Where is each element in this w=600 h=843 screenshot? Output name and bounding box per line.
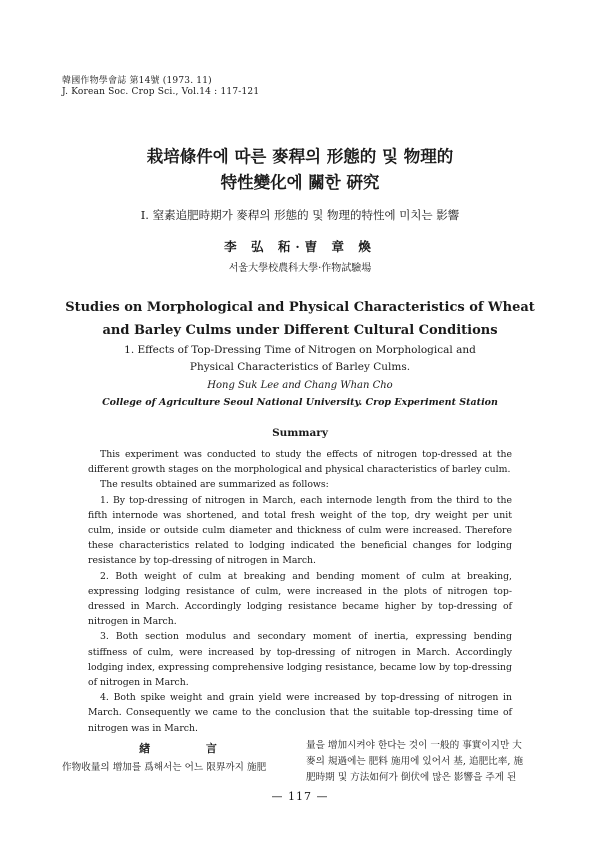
journal-citation-english: J. Korean Soc. Crop Sci., Vol.14 : 117-121 — [62, 87, 260, 97]
journal-citation-korean: 韓國作物學會誌 第14號 (1973. 11) — [62, 76, 212, 86]
korean-title-line2: 特性變化에 關한 硏究 — [220, 173, 380, 192]
english-title-line2: and Barley Culms under Different Cultural Conditions — [102, 323, 498, 338]
korean-authors: 李 弘 䄷·曺 章 煥 — [224, 239, 376, 254]
summary-paragraph: The results obtained are summarized as follows: — [100, 479, 329, 491]
summary-paragraph: 2. Both weight of culm at breaking and bending moment of culm at breaking, expressing lodging resistance of culm, were increased in the plots of nitrogen top-dressed in March. Accordingly lodging resistance became higher by top-dressing of nitrogen in March. — [88, 570, 512, 628]
korean-title — [0, 144, 600, 196]
intro-right-line: 量을 增加시켜야 한다는 것이 一般的 事實이지만 大 — [306, 740, 522, 751]
english-subtitle-line1: 1. Effects of Top-Dressing Time of Nitrogen on Morphological and — [124, 344, 476, 356]
intro-left-text: 作物收量의 增加를 爲해서는 어느 限界까지 施肥 — [62, 762, 267, 773]
korean-affiliation: 서울大學校農科大學·作物試驗場 — [228, 263, 372, 274]
intro-left-column — [62, 740, 294, 776]
summary-heading: Summary — [272, 427, 328, 439]
summary-paragraph: 1. By top-dressing of nitrogen in March, each internode length from the third to the fifth internode was shortened, and total fresh weight of the top, dry weight per unit culm, inside or outside culm diameter and thickness of culm were increased. Therefore these characteristics related to lodging indicated the beneficial changes for lodging resistance by top-dressing of nitrogen in March. — [88, 494, 512, 567]
english-subtitle — [0, 342, 600, 376]
intro-right-line: 麥의 規過에는 肥料 施用에 있어서 基, 追肥比率, 施 — [306, 756, 524, 767]
summary-paragraph: This experiment was conducted to study the effects of nitrogen top-dressed at the different growth stages on the morphological and physical characteristics of barley culm. — [88, 449, 512, 476]
page-number: — 117 — — [271, 790, 329, 803]
summary-body — [88, 447, 512, 736]
english-title-line1: Studies on Morphological and Physical Characteristics of Wheat — [65, 300, 535, 315]
intro-right-line: 肥時期 및 方法如何가 倒伏에 많은 影響을 주게 된 — [306, 772, 517, 783]
journal-citation — [62, 76, 259, 98]
summary-paragraph: 3. Both section modulus and secondary moment of inertia, expressing bending stiffness of culm, were increased by top-dressing of nitrogen in March. Accordingly lodging index, expressing comprehensive lodging resistance, became low by top-dressing of nitrogen in March. — [88, 631, 512, 689]
intro-right-column — [306, 738, 538, 786]
korean-title-line1: 栽培條件에 따른 麥稈의 形態的 및 物理的 — [146, 147, 454, 166]
english-title — [0, 296, 600, 342]
korean-subtitle: Ⅰ. 窒素追肥時期가 麥稈의 形態的 및 物理的特性에 미치는 影響 — [140, 208, 460, 222]
intro-heading: 緖 言 — [139, 742, 243, 755]
summary-paragraph: 4. Both spike weight and grain yield were increased by top-dressing of nitrogen in March. Consequently we came to the conclusion that the suitable top-dressing time of nitrogen was in March. — [88, 692, 512, 734]
english-subtitle-line2: Physical Characteristics of Barley Culms. — [189, 361, 411, 373]
english-authors: Hong Suk Lee and Chang Whan Cho — [207, 380, 393, 391]
english-affiliation: College of Agriculture Seoul National University. Crop Experiment Station — [102, 397, 498, 408]
